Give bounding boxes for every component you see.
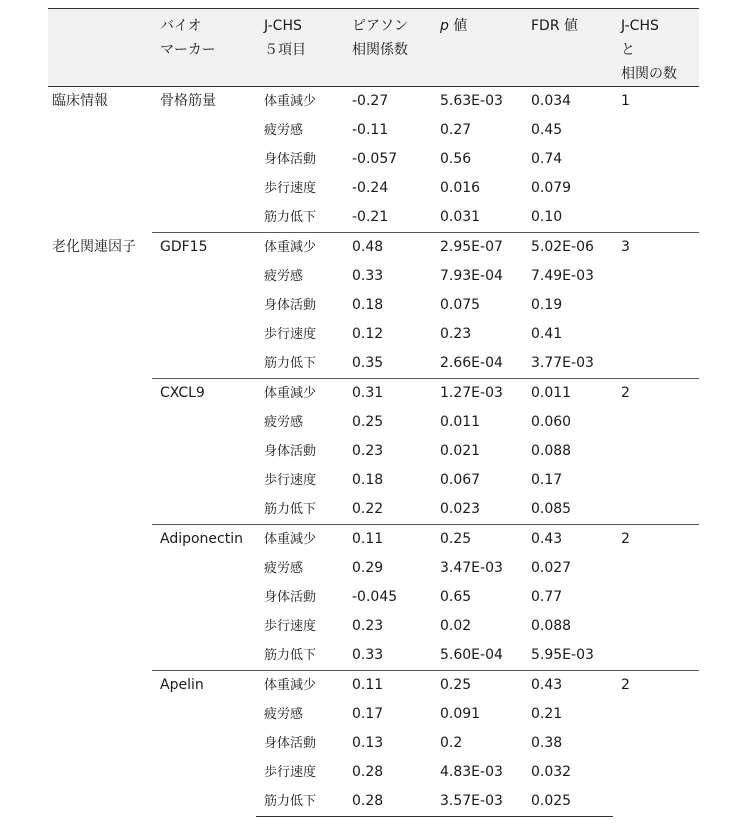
p-value-cell: 2.95E-07: [432, 233, 523, 263]
p-value-cell: 0.091: [440, 706, 481, 722]
pearson-cell: -0.21: [352, 209, 389, 225]
jchs-item-cell: 疲労感: [264, 561, 304, 576]
fdr-cell: 0.088: [531, 443, 572, 459]
fdr-cell: 0.17: [531, 472, 563, 488]
p-value-cell: 2.66E-04: [440, 355, 503, 371]
pearson-cell: 0.23: [352, 618, 384, 634]
biomarker-cell: 骨格筋量: [160, 93, 216, 109]
jchs-item-cell: 体重減少: [256, 525, 344, 555]
jchs-item-cell: 歩行速度: [264, 765, 317, 780]
biomarker-cell: GDF15: [152, 233, 256, 379]
header-pearson: ピアソン 相関係数: [344, 9, 432, 87]
fdr-cell: 0.19: [531, 297, 563, 313]
p-value-cell: 7.93E-04: [440, 268, 503, 284]
jchs-item-cell: 体重減少: [264, 94, 317, 109]
fdr-cell: 0.74: [531, 151, 563, 167]
fdr-cell: 0.77: [531, 589, 563, 605]
p-value-cell: 0.016: [440, 180, 481, 196]
jchs-item-cell: 体重減少: [256, 233, 344, 263]
header-correlation-count: J-CHS と 相関の数: [613, 9, 699, 87]
p-value-cell: 0.02: [440, 618, 472, 634]
p-value-cell: 0.23: [440, 326, 472, 342]
biomarker-cell: CXCL9: [152, 379, 256, 525]
p-value-cell: 1.27E-03: [432, 379, 523, 409]
p-value-cell: 0.2: [440, 735, 463, 751]
fdr-cell: 0.10: [531, 209, 563, 225]
correlation-count-cell: 3: [613, 233, 699, 379]
pearson-cell: 0.28: [344, 787, 432, 817]
jchs-item-cell: 疲労感: [264, 415, 304, 430]
jchs-item-cell: 体重減少: [256, 379, 344, 409]
jchs-item-cell: 筋力低下: [264, 502, 317, 517]
pearson-cell: 0.33: [352, 647, 384, 663]
pearson-cell: 0.28: [352, 764, 384, 780]
p-value-cell: 4.83E-03: [440, 764, 503, 780]
fdr-cell: 7.49E-03: [531, 268, 594, 284]
pearson-cell: 0.13: [352, 735, 384, 751]
jchs-item-cell: 筋力低下: [264, 210, 317, 225]
p-value-cell: 0.021: [440, 443, 481, 459]
pearson-cell: 0.48: [344, 233, 432, 263]
p-value-cell: 0.067: [440, 472, 481, 488]
header-jchs-item: J-CHS ５項目: [256, 9, 344, 87]
p-value-cell: 0.65: [440, 589, 472, 605]
pearson-cell: 0.33: [352, 268, 384, 284]
p-value-cell: 0.27: [440, 122, 472, 138]
fdr-cell: 0.034: [531, 93, 572, 109]
p-value-cell: 5.60E-04: [440, 647, 503, 663]
pearson-cell: 0.18: [352, 297, 384, 313]
fdr-cell: 0.025: [523, 787, 613, 817]
table-row: [48, 87, 699, 117]
jchs-item-cell: 歩行速度: [264, 327, 317, 342]
header-biomarker: バイオ マーカー: [152, 9, 256, 87]
pearson-cell: 0.29: [352, 560, 384, 576]
category-cell: 臨床情報: [52, 93, 108, 109]
fdr-cell: 0.079: [531, 180, 572, 196]
p-value-cell: 0.011: [440, 414, 481, 430]
table-row: [48, 233, 699, 263]
fdr-cell: 0.43: [523, 525, 613, 555]
jchs-item-cell: 身体活動: [264, 590, 317, 605]
jchs-item-cell: 体重減少: [256, 671, 344, 701]
jchs-item-cell: 筋力低下: [256, 787, 344, 817]
jchs-item-cell: 疲労感: [264, 269, 304, 284]
fdr-cell: 0.032: [531, 764, 572, 780]
jchs-item-cell: 身体活動: [264, 298, 317, 313]
jchs-item-cell: 歩行速度: [264, 181, 317, 196]
p-value-cell: 3.47E-03: [440, 560, 503, 576]
pearson-cell: 0.18: [352, 472, 384, 488]
pearson-cell: 0.23: [352, 443, 384, 459]
p-value-cell: 0.25: [432, 525, 523, 555]
p-value-cell: 0.075: [440, 297, 481, 313]
fdr-cell: 3.77E-03: [531, 355, 594, 371]
fdr-cell: 0.060: [531, 414, 572, 430]
p-value-cell: 0.031: [440, 209, 481, 225]
pearson-cell: -0.27: [352, 93, 389, 109]
pearson-cell: -0.11: [352, 122, 389, 138]
pearson-cell: -0.24: [352, 180, 389, 196]
category-cell: 老化関連因子: [52, 238, 136, 255]
jchs-item-cell: 身体活動: [264, 444, 317, 459]
jchs-item-cell: 歩行速度: [264, 619, 317, 634]
biomarker-cell: Apelin: [152, 671, 256, 817]
pearson-cell: -0.045: [352, 589, 398, 605]
fdr-cell: 0.027: [531, 560, 572, 576]
fdr-cell: 0.43: [523, 671, 613, 701]
biomarker-cell: Adiponectin: [152, 525, 256, 671]
jchs-item-cell: 歩行速度: [264, 473, 317, 488]
pearson-cell: 0.17: [352, 706, 384, 722]
jchs-item-cell: 身体活動: [264, 152, 317, 167]
fdr-cell: 0.085: [531, 501, 572, 517]
p-value-cell: 3.57E-03: [432, 787, 523, 817]
pearson-cell: 0.11: [344, 671, 432, 701]
fdr-cell: 5.02E-06: [523, 233, 613, 263]
fdr-cell: 0.088: [531, 618, 572, 634]
fdr-cell: 5.95E-03: [531, 647, 594, 663]
table-body: [48, 87, 699, 817]
correlation-count-cell: 2: [613, 671, 699, 817]
fdr-cell: 0.38: [531, 735, 563, 751]
pearson-cell: 0.22: [352, 501, 384, 517]
correlation-count-cell: 2: [613, 379, 699, 525]
biomarker-correlation-table: [48, 8, 699, 817]
pearson-cell: 0.11: [344, 525, 432, 555]
header-p-value: p 値: [432, 9, 523, 87]
jchs-item-cell: 身体活動: [264, 736, 317, 751]
p-value-cell: 0.56: [440, 151, 472, 167]
fdr-cell: 0.41: [531, 326, 563, 342]
pearson-cell: 0.35: [352, 355, 384, 371]
fdr-cell: 0.011: [523, 379, 613, 409]
pearson-cell: 0.25: [352, 414, 384, 430]
p-value-cell: 0.023: [440, 501, 481, 517]
header-category: [48, 9, 152, 87]
pearson-cell: 0.12: [352, 326, 384, 342]
jchs-item-cell: 疲労感: [264, 707, 304, 722]
pearson-cell: 0.31: [344, 379, 432, 409]
fdr-cell: 0.21: [531, 706, 563, 722]
p-value-cell: 5.63E-03: [440, 93, 503, 109]
jchs-item-cell: 筋力低下: [264, 648, 317, 663]
correlation-count-cell: 2: [613, 525, 699, 671]
fdr-cell: 0.45: [531, 122, 563, 138]
p-value-cell: 0.25: [432, 671, 523, 701]
pearson-cell: -0.057: [352, 151, 398, 167]
jchs-item-cell: 疲労感: [264, 123, 304, 138]
jchs-item-cell: 筋力低下: [264, 356, 317, 371]
correlation-count-cell: 1: [621, 93, 630, 109]
table-header: [48, 9, 699, 87]
header-fdr: FDR 値: [523, 9, 613, 87]
